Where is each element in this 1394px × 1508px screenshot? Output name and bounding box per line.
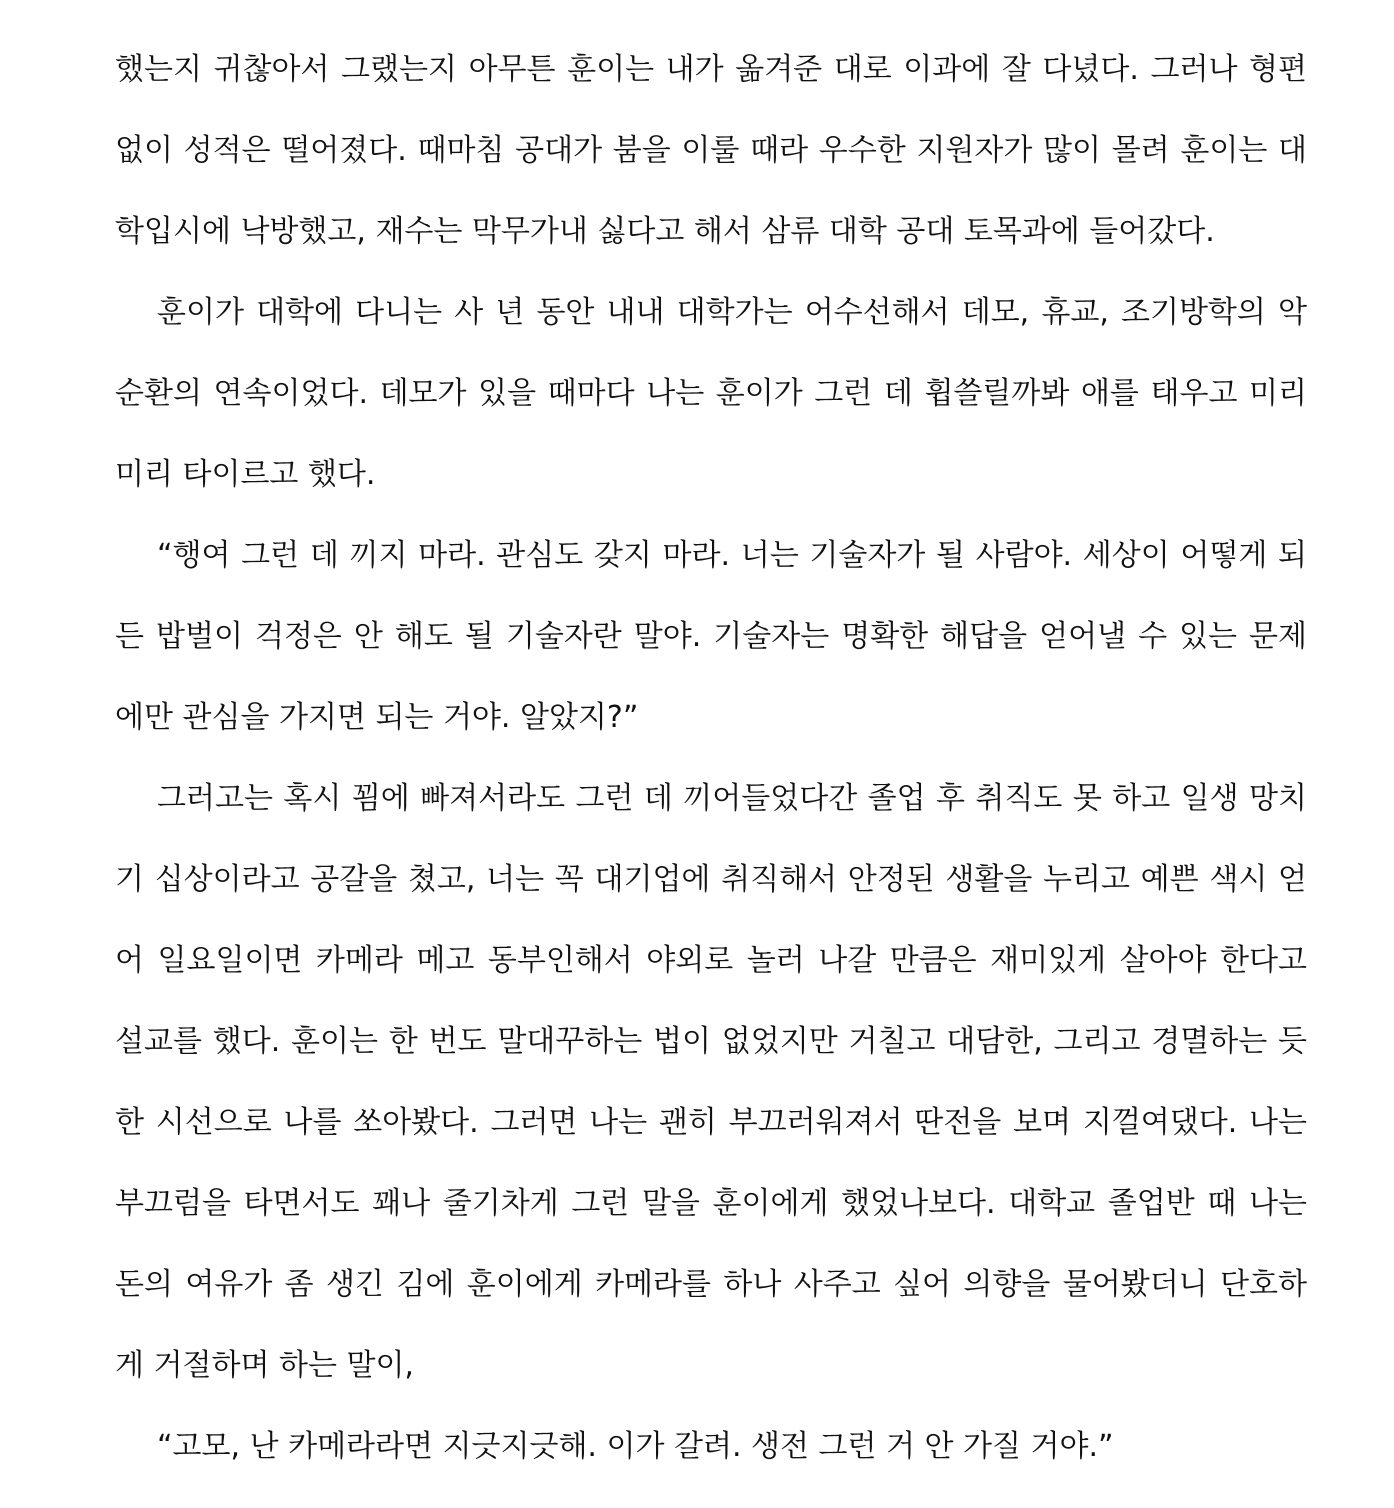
text-line: “행여 그런 데 끼지 마라. 관심도 갖지 마라. 너는 기술자가 될 사람야. 세상이 어떻게 되 [157, 538, 1307, 573]
text-line: 게 거절하며 하는 말이, [115, 1348, 414, 1383]
text-line: 그러고는 혹시 꾐에 빠져서라도 그런 데 끼어들었다간 졸업 후 취직도 못 하고 일생 망치 [157, 781, 1307, 816]
text-line: 한 시선으로 나를 쏘아봤다. 그러면 나는 괜히 부끄러워져서 딴전을 보며 지껄여댔다. 나는 [115, 1105, 1307, 1140]
text-line: “고모, 난 카메라라면 지긋지긋해. 이가 갈려. 생전 그런 거 안 가질 거야.” [157, 1429, 1114, 1464]
text-line: 순환의 연속이었다. 데모가 있을 때마다 나는 훈이가 그런 데 휩쓸릴까봐 애를 태우고 미리 [115, 376, 1307, 411]
paragraph-2 [115, 283, 1307, 526]
text-line: 했는지 귀찮아서 그랬는지 아무튼 훈이는 내가 옮겨준 대로 이과에 잘 다녔다. 그러나 형편 [115, 52, 1307, 87]
document-page [115, 40, 1307, 1498]
text-line: 훈이가 대학에 다니는 사 년 동안 내내 대학가는 어수선해서 데모, 휴교, 조기방학의 악 [157, 295, 1307, 330]
paragraph-1 [115, 40, 1307, 283]
text-line: 부끄럼을 타면서도 꽤나 줄기차게 그런 말을 훈이에게 했었나보다. 대학교 졸업반 때 나는 [115, 1186, 1307, 1221]
paragraph-3-quote [115, 526, 1307, 769]
text-line: 에만 관심을 가지면 되는 거야. 알았지?” [115, 700, 639, 735]
paragraph-5-quote [115, 1417, 1307, 1498]
text-line: 돈의 여유가 좀 생긴 김에 훈이에게 카메라를 하나 사주고 싶어 의향을 물어봤더니 단호하 [115, 1267, 1307, 1302]
text-line: 설교를 했다. 훈이는 한 번도 말대꾸하는 법이 없었지만 거칠고 대담한, 그리고 경멸하는 듯 [115, 1024, 1307, 1059]
text-line: 없이 성적은 떨어졌다. 때마침 공대가 붐을 이룰 때라 우수한 지원자가 많이 몰려 훈이는 대 [115, 133, 1307, 168]
paragraph-4 [115, 769, 1307, 1417]
text-line: 든 밥벌이 걱정은 안 해도 될 기술자란 말야. 기술자는 명확한 해답을 얻어낼 수 있는 문제 [115, 619, 1307, 654]
text-line: 학입시에 낙방했고, 재수는 막무가내 싫다고 해서 삼류 대학 공대 토목과에 들어갔다. [115, 214, 1215, 249]
text-line: 기 십상이라고 공갈을 쳤고, 너는 꼭 대기업에 취직해서 안정된 생활을 누리고 예쁜 색시 얻 [115, 862, 1307, 897]
text-line: 어 일요일이면 카메라 메고 동부인해서 야외로 놀러 나갈 만큼은 재미있게 살아야 한다고 [115, 943, 1307, 978]
text-line: 미리 타이르고 했다. [115, 457, 376, 492]
